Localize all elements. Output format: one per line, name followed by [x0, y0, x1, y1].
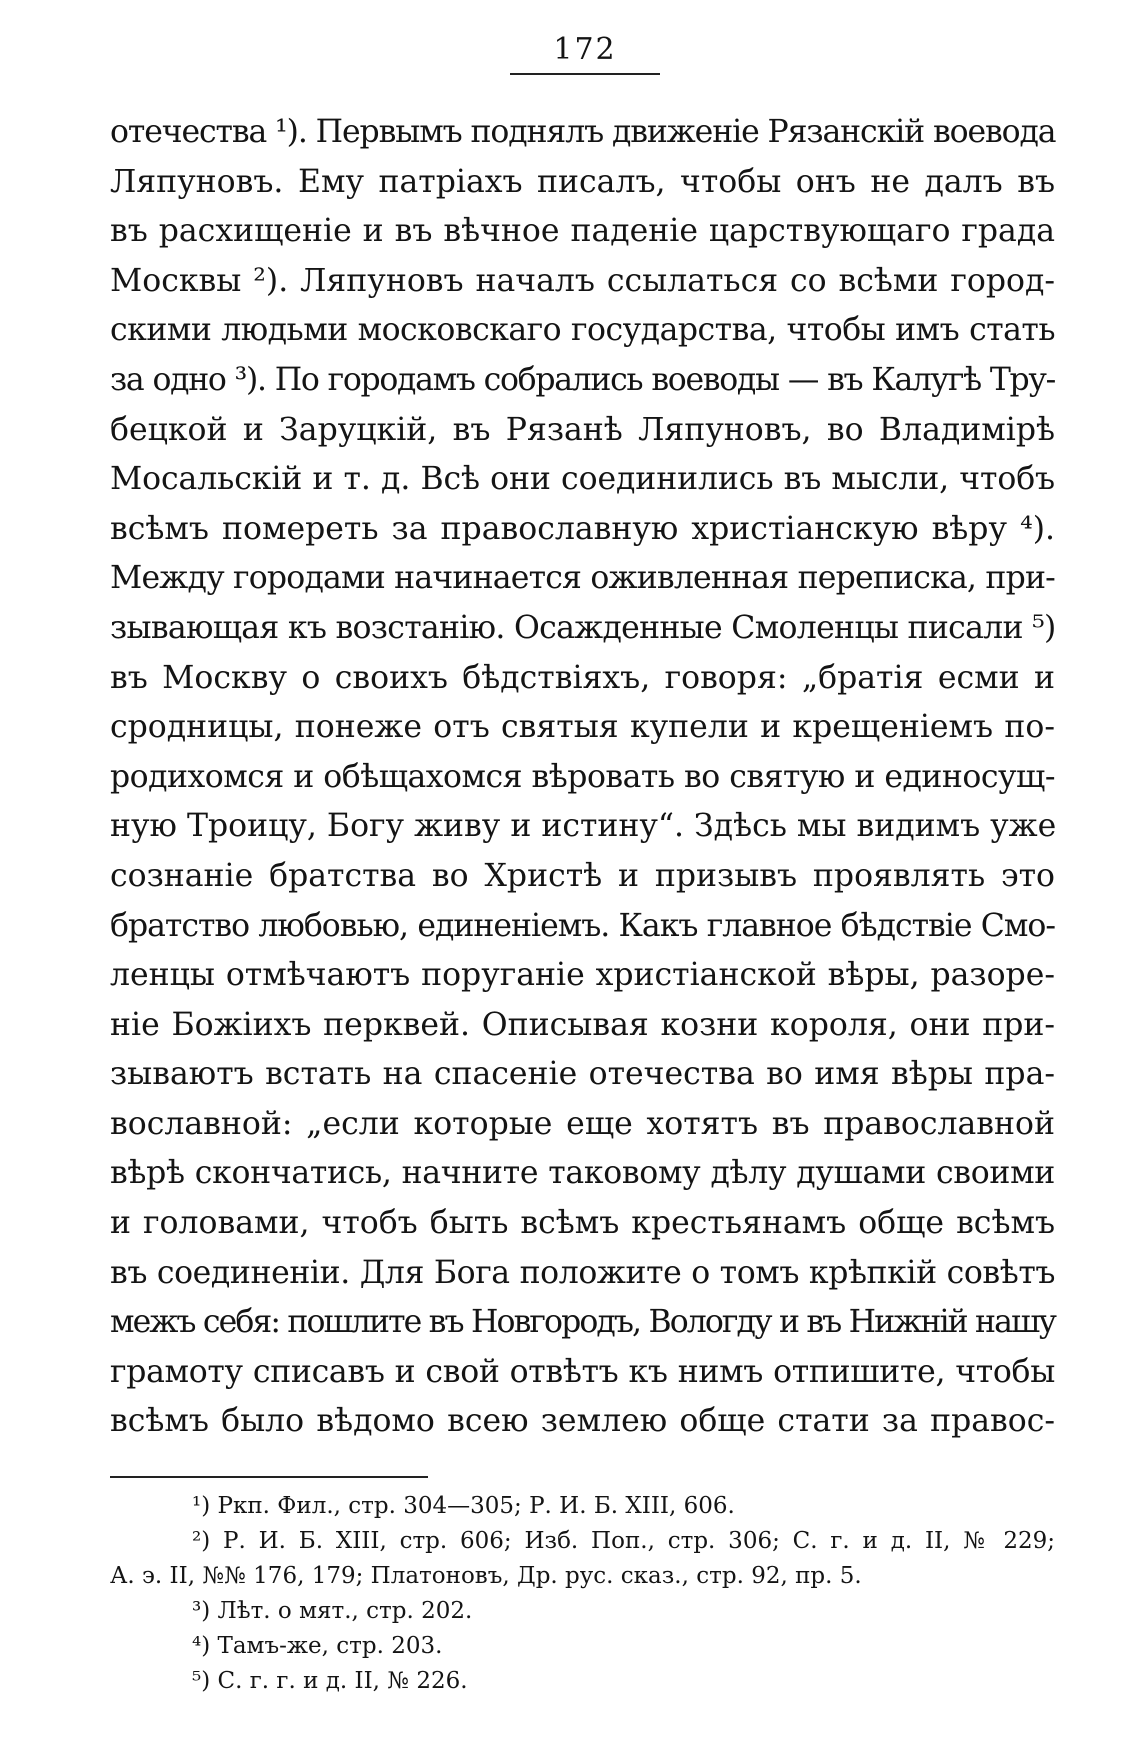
text-line: отечества ¹). Первымъ поднялъ движеніе Рязанскій воевода — [110, 114, 1056, 150]
text-line: грамоту списавъ и свой отвѣтъ къ нимъ отпишите, чтобы — [110, 1353, 1055, 1390]
text-line: ніе Божіихъ перквей. Описывая козни короля, они при- — [110, 1006, 1055, 1043]
text-line: вѣрѣ скончатись, начните таковому дѣлу душами своими — [110, 1155, 1055, 1192]
text-line: всѣмъ помереть за православную христіанскую вѣру ⁴). — [110, 510, 1055, 547]
text-line: зывающая къ возстанію. Осажденные Смоленцы писали ⁵) — [110, 609, 1056, 646]
text-line: ную Троицу, Богу живу и истину“. Здѣсь мы видимъ уже — [110, 808, 1057, 845]
header-rule — [510, 73, 660, 75]
text-line: родихомся и обѣщахомся вѣровать во святую и единосущ- — [110, 758, 1055, 795]
footnote-line: А. э. II, №№ 176, 179; Платоновъ, Др. рус. сказ., стр. 92, пр. 5. — [110, 1563, 862, 1589]
footnote-line: ⁴) Тамъ-же, стр. 203. — [192, 1633, 443, 1659]
text-line: всѣмъ было вѣдомо всею землею обще стати за правос- — [110, 1403, 1055, 1440]
text-line: зываютъ встать на спасеніе отечества во имя вѣры пра- — [110, 1056, 1055, 1093]
footnote-line: ²) Р. И. Б. XIII, стр. 606; Изб. Поп., стр. 306; С. г. и д. II, № 229; — [192, 1528, 1055, 1554]
body-text — [110, 108, 1055, 1447]
footnote-line: ³) Лѣт. о мят., стр. 202. — [192, 1598, 473, 1624]
text-line: братство любовью, единеніемъ. Какъ главное бѣдствіе Смо- — [110, 907, 1055, 944]
text-line: бецкой и Заруцкій, въ Рязанѣ Ляпуновъ, во Владимірѣ — [110, 411, 1055, 448]
text-line: за одно ³). По городамъ собрались воеводы — въ Калугѣ Тру- — [110, 361, 1055, 398]
text-line: вославной: „если которые еще хотятъ въ православной — [110, 1105, 1055, 1142]
text-line: въ расхищеніе и въ вѣчное паденіе царствующаго града — [110, 213, 1055, 250]
page-number: 172 — [553, 32, 617, 67]
text-line: въ соединеніи. Для Бога положите о томъ крѣпкій совѣтъ — [110, 1254, 1055, 1291]
text-line: межъ себя: пошлите въ Новгородъ, Вологду и въ Нижній нашу — [110, 1304, 1055, 1341]
text-line: Москвы ²). Ляпуновъ началъ ссылаться со всѣми город- — [110, 262, 1055, 299]
footnote-line: ¹) Ркп. Фил., стр. 304—305; Р. И. Б. XIII, 606. — [192, 1493, 735, 1519]
text-line: сродницы, понеже отъ святыя купели и крещеніемъ по- — [110, 709, 1055, 746]
footnote-rule — [110, 1476, 428, 1478]
text-line: ленцы отмѣчаютъ поруганіе христіанской вѣры, разоре- — [110, 957, 1055, 994]
footnotes — [110, 1489, 1055, 1699]
text-line: и головами, чтобъ быть всѣмъ крестьянамъ обще всѣмъ — [110, 1205, 1055, 1242]
text-line: Между городами начинается оживленная переписка, при- — [110, 560, 1055, 597]
footnote-line: ⁵) С. г. г. и д. II, № 226. — [192, 1668, 468, 1694]
text-line: въ Москву о своихъ бѣдствіяхъ, говоря: „братія есми и — [110, 659, 1055, 696]
text-line: Мосальскій и т. д. Всѣ они соединились въ мысли, чтобъ — [110, 461, 1055, 498]
text-line: сознаніе братства во Христѣ и призывъ проявлять это — [110, 857, 1055, 894]
text-line: Ляпуновъ. Ему патріахъ писалъ, чтобы онъ не далъ въ — [110, 163, 1055, 200]
text-line: скими людьми московскаго государства, чтобы имъ стать — [110, 312, 1055, 349]
